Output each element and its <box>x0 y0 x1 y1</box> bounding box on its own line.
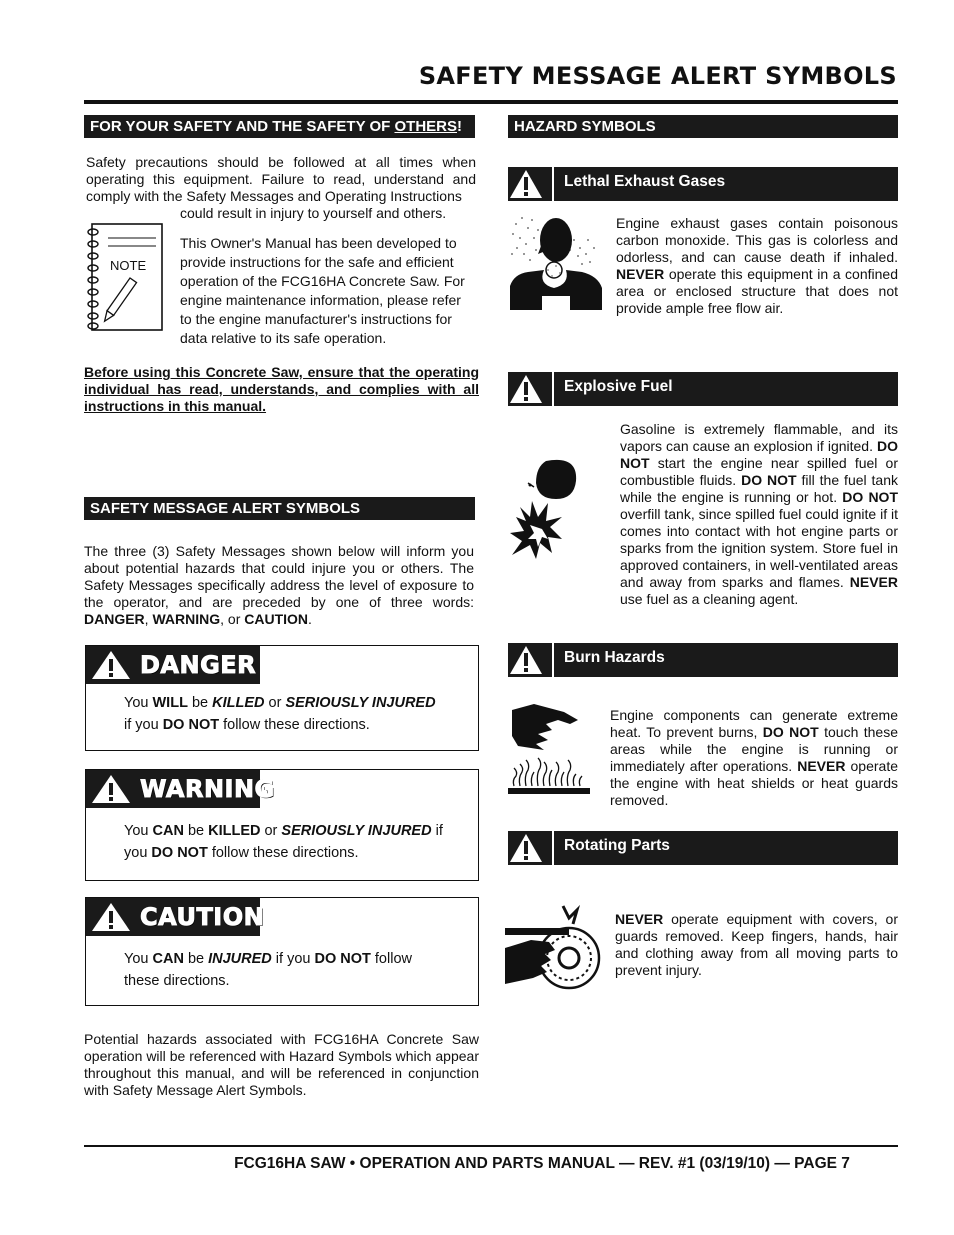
hazard-text-rotating <box>615 911 898 979</box>
caution-t6: DO NOT <box>314 951 371 967</box>
intro-text-2: could result in injury to yourself and others. <box>180 205 447 221</box>
rotating-parts-icon <box>503 902 603 998</box>
danger-t1: You <box>124 695 153 711</box>
note-text-body: This Owner's Manual has been developed to provide instructions for the safe and efficient operation of the FCG16HA Concrete Saw. For engine maintenance information, please refer to the engine manufacturer's instructions for data relative to its safe operation. <box>180 235 465 346</box>
rotating-t2: operate equipment with covers, or guards removed. Keep fingers, hands, hair and clothing away from all moving parts to prevent injury. <box>615 911 898 978</box>
burn-t2: DO NOT <box>762 724 819 740</box>
warning-t3: be <box>183 823 209 839</box>
before-using-body: Before using this Concrete Saw, ensure that the operating individual has read, understands, and complies with all instructions in this manual. <box>84 364 479 414</box>
warning-t6: SERIOUSLY INJURED <box>281 823 432 839</box>
fuel-t1: Gasoline is extremely flammable, and its vapors can cause an explosion if ignited. <box>620 421 898 454</box>
hazard-bar-divider <box>552 167 554 201</box>
danger-t7: if you <box>124 717 163 733</box>
danger-t8: DO NOT <box>162 717 220 733</box>
burn-t4: NEVER <box>797 758 846 774</box>
note-label: NOTE <box>110 258 147 273</box>
caution-word: CAUTION <box>140 903 265 931</box>
three-msgs-end: . <box>308 611 312 627</box>
three-msgs-warning: WARNING <box>152 611 221 627</box>
warning-t4: KILLED <box>208 823 261 839</box>
warning-box <box>85 769 479 881</box>
three-msgs-danger: DANGER <box>84 611 145 627</box>
caution-header <box>86 898 265 936</box>
caution-t5: if you <box>271 951 315 967</box>
section-header-safety-underline: OTHERS <box>394 118 457 135</box>
note-pad-icon <box>86 222 166 334</box>
warning-header <box>86 770 275 808</box>
fuel-t8: NEVER <box>849 574 898 590</box>
hazard-text-burn <box>610 707 898 809</box>
hazard-title-exhaust: Lethal Exhaust Gases <box>564 173 726 190</box>
before-using-text <box>84 364 479 415</box>
three-msgs-a: The three (3) Safety Messages shown below will inform you about potential hazards that could injure you or others. The Safety Messages specifically address the level of exposure to the operator, and are preceded by one of three words: <box>84 543 474 610</box>
page-footer: FCG16HA SAW • OPERATION AND PARTS MANUAL — REV. #1 (03/19/10) — PAGE 7 <box>234 1155 850 1172</box>
alert-triangle-icon <box>508 372 544 406</box>
danger-word: DANGER <box>140 651 257 679</box>
hazard-title-rotating: Rotating Parts <box>564 837 670 854</box>
section-header-safety-suffix: ! <box>457 118 462 135</box>
hazard-text-fuel <box>620 421 898 608</box>
hazard-bar-fuel <box>508 372 898 406</box>
danger-t2: WILL <box>152 695 188 711</box>
three-msgs-or: , or <box>220 611 245 627</box>
warning-t2: CAN <box>152 823 184 839</box>
fuel-t6: DO NOT <box>842 489 898 505</box>
danger-header <box>86 646 260 684</box>
closing-text: Potential hazards associated with FCG16HA Concrete Saw operation will be referenced with Hazard Symbols which appear throughout this manual, and will be referenced in conjunction with Safety Message Alert Symbols. <box>84 1031 479 1098</box>
fuel-t2: DO NOT <box>620 438 898 471</box>
header-rule <box>84 100 898 104</box>
warning-t7: if <box>431 823 443 839</box>
caution-box <box>85 897 479 1006</box>
section-header-alert-symbols-label: SAFETY MESSAGE ALERT SYMBOLS <box>90 500 361 517</box>
page-title: SAFETY MESSAGE ALERT SYMBOLS <box>418 62 897 90</box>
section-header-alert-symbols <box>84 497 475 520</box>
section-header-hazard-symbols <box>508 115 898 138</box>
danger-t5: or <box>264 695 286 711</box>
hazard-bar-divider <box>552 643 554 677</box>
three-messages-text <box>84 543 474 628</box>
fuel-t4: DO NOT <box>741 472 797 488</box>
warning-t9: DO NOT <box>151 845 208 861</box>
danger-box <box>85 645 479 751</box>
burn-t5: operate the engine with heat shields or heat guards removed. <box>610 758 898 808</box>
hazard-title-burn: Burn Hazards <box>564 649 665 666</box>
section-header-safety <box>84 115 475 138</box>
fuel-t7: overfill tank, since spilled fuel could ignite if it comes into contact with hot engine parts or sparks from the ignition system. Store fuel in approved containers, in well-ventilated areas and away from sparks and flames. <box>620 506 898 590</box>
danger-t4: KILLED <box>212 695 265 711</box>
note-text <box>180 234 472 348</box>
hazard-bar-divider <box>552 372 554 406</box>
intro-paragraph <box>86 154 476 205</box>
warning-t1: You <box>124 823 153 839</box>
explosive-fuel-icon <box>508 455 578 560</box>
alert-triangle-icon <box>508 167 544 201</box>
exhaust-gas-icon <box>508 210 606 312</box>
fuel-t5: fill the fuel tank while the engine is running or hot. <box>620 472 899 505</box>
hazard-bar-exhaust <box>508 167 898 201</box>
fuel-t3: start the engine near spilled fuel or combustible fluids. <box>620 455 898 488</box>
burn-hazard-icon <box>508 702 590 796</box>
danger-t9: follow these directions. <box>219 717 370 733</box>
section-header-safety-prefix: FOR YOUR SAFETY AND THE SAFETY OF <box>90 118 395 135</box>
danger-t6: SERIOUSLY INJURED <box>285 695 436 711</box>
alert-triangle-icon <box>508 831 544 865</box>
exhaust-t2: NEVER <box>616 266 665 282</box>
hazard-bar-rotating <box>508 831 898 865</box>
burn-t1: Engine components can generate extreme heat. To prevent burns, <box>610 707 898 740</box>
danger-text <box>124 692 436 736</box>
warning-triangle-icon <box>90 773 132 805</box>
caution-triangle-icon <box>90 901 132 933</box>
closing-paragraph <box>84 1031 479 1099</box>
hazard-bar-burn <box>508 643 898 677</box>
caution-t2: CAN <box>152 951 184 967</box>
fuel-t9: use fuel as a cleaning agent. <box>620 591 799 607</box>
warning-t8: you <box>124 845 152 861</box>
exhaust-t1: Engine exhaust gases contain poisonous carbon monoxide. This gas is colorless and odorless, and can cause death if inhaled. <box>616 215 898 265</box>
danger-t3: be <box>187 695 213 711</box>
caution-text <box>124 948 412 992</box>
intro-text-1: Safety precautions should be followed at all times when operating this equipment. Failure to read, understand and comply with the Safety Messages and Operating Instructions <box>86 154 476 204</box>
intro-paragraph-2 <box>180 205 480 222</box>
warning-t5: or <box>260 823 282 839</box>
caution-t4: INJURED <box>208 951 272 967</box>
caution-t7: follow <box>370 951 412 967</box>
hazard-text-exhaust <box>616 215 898 317</box>
three-msgs-comma: , <box>144 611 153 627</box>
warning-t10: follow these directions. <box>207 845 359 861</box>
caution-t8: these directions. <box>124 973 230 989</box>
alert-triangle-icon <box>508 643 544 677</box>
warning-word: WARNING <box>140 775 275 803</box>
danger-triangle-icon <box>90 649 132 681</box>
footer-rule <box>84 1145 898 1147</box>
three-msgs-caution: CAUTION <box>244 611 309 627</box>
burn-t3: touch these areas while the engine is running or immediately after operations. <box>610 724 898 774</box>
caution-t1: You <box>124 951 153 967</box>
rotating-t1: NEVER <box>615 911 664 927</box>
hazard-title-fuel: Explosive Fuel <box>564 378 673 395</box>
exhaust-t3: operate this equipment in a confined area or enclosed structure that does not provide ample free flow air. <box>616 266 898 316</box>
caution-t3: be <box>183 951 209 967</box>
hazard-symbols-label: HAZARD SYMBOLS <box>514 118 656 135</box>
hazard-bar-divider <box>552 831 554 865</box>
warning-text <box>124 820 443 864</box>
